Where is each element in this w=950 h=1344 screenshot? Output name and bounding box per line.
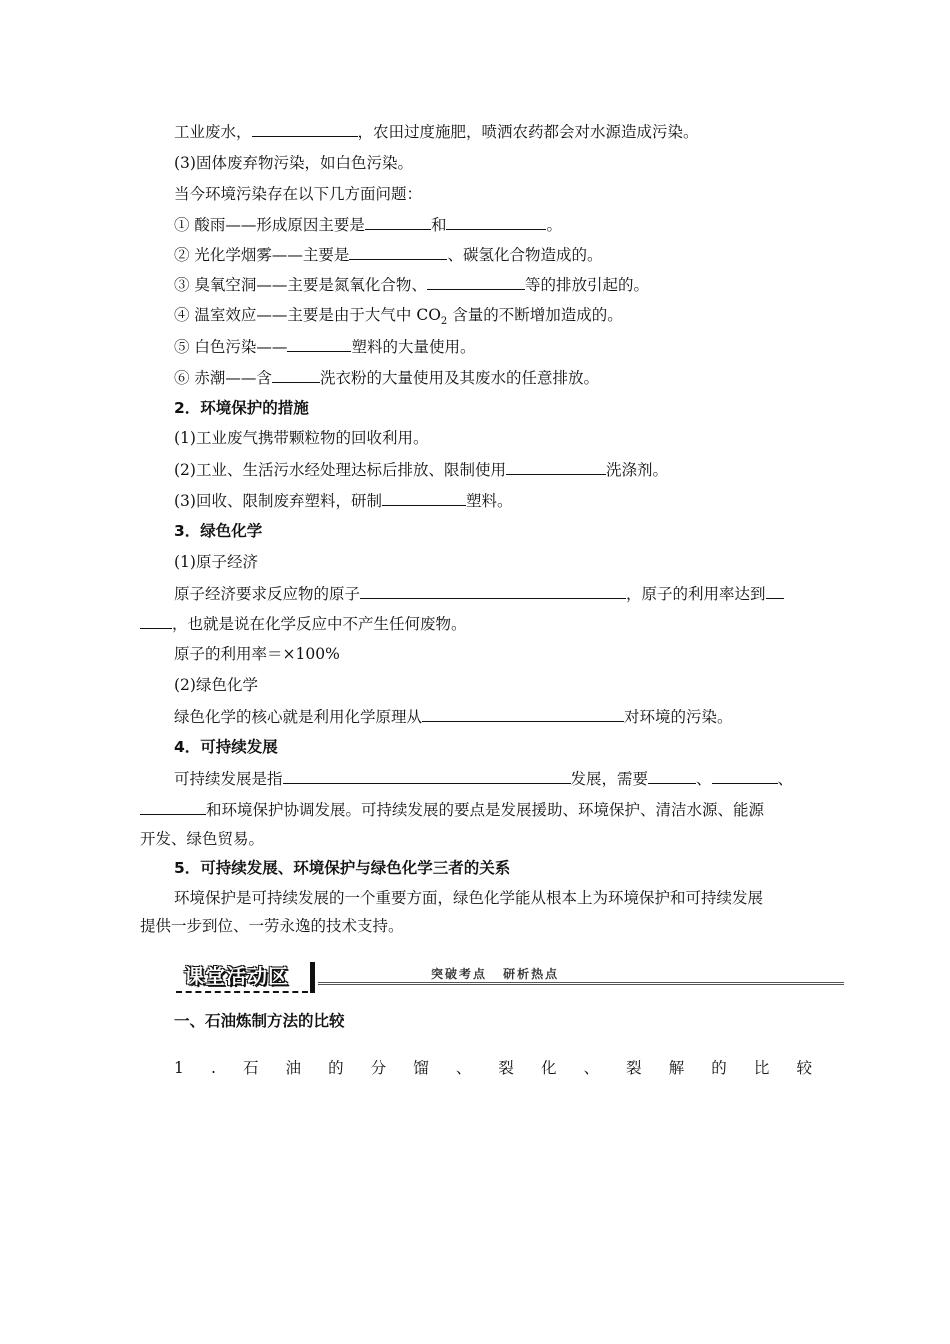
spaced-char: 较 — [796, 1059, 812, 1077]
section-banner — [176, 962, 844, 996]
text-line — [174, 273, 846, 296]
text: ① 酸雨——形成原因主要是 — [174, 216, 365, 234]
spaced-char: 馏 — [413, 1059, 429, 1077]
text-line — [174, 366, 846, 389]
text: 塑料的大量使用。 — [351, 338, 476, 356]
spaced-row — [174, 1057, 812, 1079]
fill-blank — [506, 458, 606, 475]
fill-blank — [422, 705, 624, 722]
banner-divider-bar — [310, 962, 315, 993]
text: 原子经济要求反应物的原子 — [174, 585, 361, 603]
fill-blank — [252, 120, 358, 137]
text: ④ 温室效应——主要是由于大气中 CO — [174, 306, 441, 324]
fill-blank — [427, 273, 525, 290]
fill-blank — [648, 767, 696, 784]
fill-blank — [140, 612, 172, 629]
fill-blank — [349, 243, 447, 260]
text-line: 原子的利用率＝×100% — [174, 645, 340, 663]
text: ，原子的利用率达到 — [626, 585, 766, 603]
text: ⑥ 赤潮——含 — [174, 369, 272, 387]
spaced-char: 解 — [668, 1059, 685, 1077]
subscript: 2 — [440, 316, 448, 328]
text-line — [174, 304, 846, 333]
text: (3)回收、限制废弃塑料，研制 — [174, 492, 382, 510]
text: 。 — [546, 216, 562, 234]
fill-blank — [712, 767, 778, 784]
fill-blank — [365, 213, 431, 230]
text: 和 — [430, 216, 447, 234]
text-line — [140, 612, 812, 635]
text: 工业废水， — [174, 123, 252, 141]
spaced-char: 石 — [242, 1059, 259, 1077]
text-line: (3)固体废弃物污染，如白色污染。 — [174, 154, 413, 172]
text: 洗衣粉的大量使用及其废水的任意排放。 — [319, 369, 599, 387]
text-line — [174, 458, 846, 481]
text: 和环境保护协调发展。可持续发展的要点是发展援助、环境保护、清洁水源、能源 — [206, 801, 765, 819]
fill-blank — [283, 767, 571, 784]
spaced-char: 1 — [174, 1059, 184, 1077]
fill-blank — [272, 366, 320, 383]
text: 绿色化学的核心就是利用化学原理从 — [174, 708, 423, 726]
fill-blank — [382, 489, 466, 506]
text: 洗涤剂。 — [605, 461, 668, 479]
banner-subtitle: 突破考点 研析热点 — [431, 967, 560, 981]
spaced-item-heading — [174, 1057, 846, 1079]
spaced-char: 的 — [328, 1059, 344, 1077]
spaced-char: 裂 — [498, 1059, 514, 1077]
text: 发展，需要 — [570, 770, 649, 788]
section-heading: 5．可持续发展、环境保护与绿色化学三者的关系 — [174, 859, 511, 877]
spaced-char: 的 — [711, 1059, 727, 1077]
fill-blank — [360, 582, 626, 599]
text-line: (2)绿色化学 — [174, 676, 258, 694]
text: ② 光化学烟雾——主要是 — [174, 246, 350, 264]
text: 对环境的污染。 — [624, 708, 733, 726]
banner-rule — [318, 982, 844, 985]
text-line — [174, 120, 846, 143]
text: 可持续发展是指 — [174, 770, 283, 788]
text-line: 当今环境污染存在以下几方面问题： — [174, 185, 423, 203]
fill-blank — [287, 335, 351, 352]
text-line — [174, 213, 846, 236]
spaced-char: 分 — [370, 1059, 387, 1077]
section-heading: 3．绿色化学 — [174, 522, 263, 540]
text: ③ 臭氧空洞——主要是氮氧化合物、 — [174, 276, 427, 294]
section-heading: 一、石油炼制方法的比较 — [174, 1012, 345, 1030]
text: 含量的不断增加造成的。 — [447, 306, 623, 324]
fill-blank — [140, 798, 206, 815]
text: 等的排放引起的。 — [524, 276, 649, 294]
text: 塑料。 — [465, 492, 513, 510]
spaced-char: 油 — [285, 1059, 302, 1077]
spaced-char: 裂 — [626, 1059, 642, 1077]
spaced-char: 比 — [753, 1059, 770, 1077]
text-line: 环境保护是可持续发展的一个重要方面，绿色化学能从根本上为环境保护和可持续发展 — [174, 889, 764, 907]
text-line — [174, 489, 846, 512]
text: ，也就是说在化学反应中不产生任何废物。 — [172, 615, 467, 633]
text: ⑤ 白色污染—— — [174, 338, 288, 356]
text: 、碳氢化合物造成的。 — [447, 246, 603, 264]
section-heading: 2．环境保护的措施 — [174, 399, 309, 417]
text-line — [174, 705, 846, 728]
text-line — [174, 767, 846, 790]
banner-title: 课堂活动区 — [184, 964, 289, 988]
text-line: 提供一步到位、一劳永逸的技术支持。 — [140, 917, 404, 935]
text-line — [174, 335, 846, 358]
spaced-char: . — [210, 1059, 216, 1077]
spaced-char: 、 — [583, 1059, 600, 1077]
text-line: (1)工业废气携带颗粒物的回收利用。 — [174, 429, 429, 447]
spaced-char: 化 — [540, 1059, 557, 1077]
text-line — [140, 798, 812, 821]
spaced-char: 、 — [455, 1059, 472, 1077]
text-line: (1)原子经济 — [174, 553, 258, 571]
text: 、 — [696, 770, 712, 788]
text-line — [174, 243, 846, 266]
text: ，农田过度施肥，喷洒农药都会对水源造成污染。 — [357, 123, 699, 141]
text: (2)工业、生活污水经处理达标后排放、限制使用 — [174, 461, 506, 479]
banner-dashed-underline — [176, 991, 308, 993]
text: 、 — [777, 770, 794, 788]
section-heading: 4．可持续发展 — [174, 738, 278, 756]
text-line — [174, 582, 846, 605]
text-line: 开发、绿色贸易。 — [140, 830, 265, 848]
fill-blank — [766, 582, 784, 599]
fill-blank — [446, 213, 546, 230]
